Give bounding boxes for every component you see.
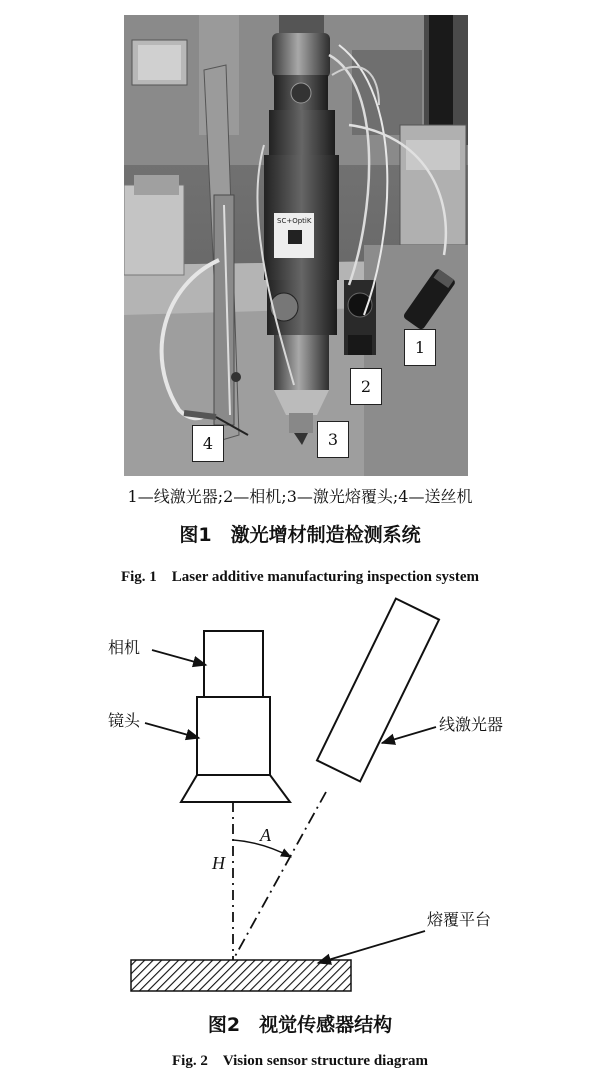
label-lens: 镜头 (108, 711, 141, 730)
fig2-caption-cn: 图2 视觉传感器结构 (207, 1014, 393, 1036)
device-brand-label: SC+OptiK (277, 217, 312, 225)
laser-leader (382, 727, 436, 743)
fig1-photo-illustration (124, 15, 468, 476)
fig2-schematic (0, 595, 600, 1000)
fig1-legend: 1—线激光器;2—相机;3—激光熔覆头;4—送丝机 (127, 487, 473, 506)
fig1-caption-en: Fig. 1 Laser additive manufacturing inspection system (120, 569, 480, 585)
label-line-laser: 线激光器 (439, 715, 504, 734)
line-laser-body (317, 599, 439, 782)
callout-3: 3 (317, 421, 349, 458)
cladding-platform (131, 960, 351, 991)
fig1-caption-cn: 图1 激光增材制造检测系统 (179, 524, 421, 546)
label-angle-a: A (260, 825, 271, 845)
lens-body (197, 697, 270, 775)
fig2-caption-en: Fig. 2 Vision sensor structure diagram (172, 1053, 428, 1069)
label-camera: 相机 (108, 638, 141, 657)
fig1-photo (124, 15, 468, 476)
camera-leader (152, 650, 206, 665)
label-height-h: H (212, 853, 225, 873)
camera-body (204, 631, 263, 697)
lens-base (181, 775, 290, 802)
platform-leader (318, 931, 425, 963)
callout-2: 2 (350, 368, 382, 405)
lens-leader (145, 723, 199, 738)
label-cladding-platform: 熔覆平台 (427, 910, 492, 929)
fig2-diagram (0, 595, 600, 1000)
callout-1: 1 (404, 329, 436, 366)
laser-beam (233, 792, 326, 960)
callout-4: 4 (192, 425, 224, 462)
